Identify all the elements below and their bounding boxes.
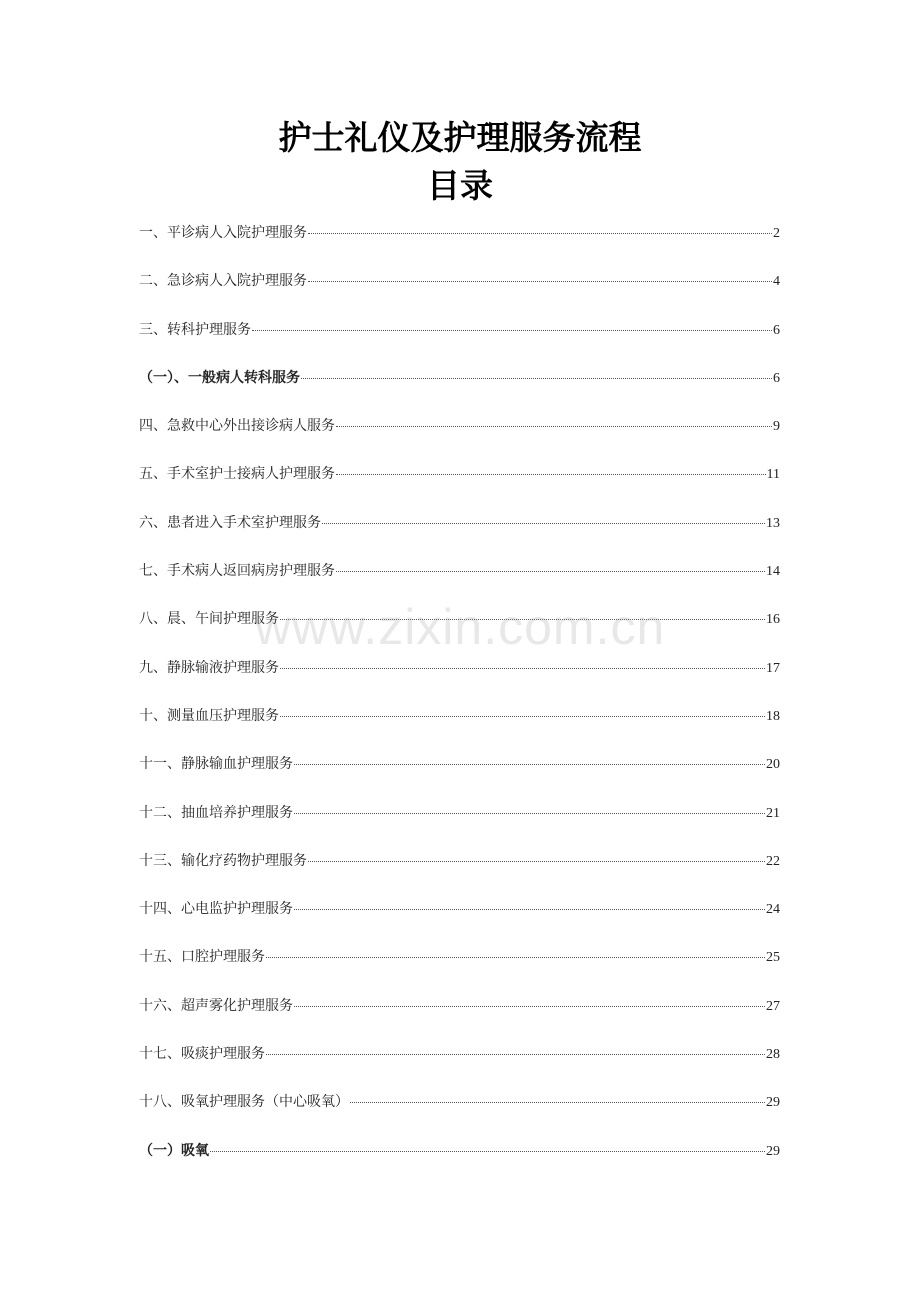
toc-entry-page-number: 27 (766, 998, 780, 1014)
toc-entry[interactable] (139, 1041, 780, 1089)
toc-dot-leader (301, 378, 772, 379)
toc-entry-label: 十三、输化疗药物护理服务 (139, 852, 307, 869)
toc-entry-label: 七、手术病人返回病房护理服务 (139, 563, 335, 580)
toc-entry[interactable] (139, 461, 780, 509)
toc-entry-page-number: 14 (766, 564, 780, 580)
toc-entry[interactable] (139, 558, 780, 606)
toc-entry[interactable] (139, 703, 780, 751)
toc-dot-leader (336, 474, 766, 475)
toc-entry-label: 十二、抽血培养护理服务 (139, 804, 293, 821)
toc-entry-label: （一）吸氧 (139, 1142, 209, 1159)
toc-entry[interactable] (139, 944, 780, 992)
toc-entry-label: 八、晨、午间护理服务 (139, 611, 279, 628)
toc-entry-label: 一、平诊病人入院护理服务 (139, 225, 307, 241)
toc-entry[interactable] (139, 413, 780, 461)
toc-entry[interactable] (139, 848, 780, 896)
toc-entry-label: 六、患者进入手术室护理服务 (139, 514, 321, 531)
toc-entry-page-number: 16 (766, 612, 780, 628)
toc-entry-page-number: 9 (773, 419, 780, 435)
toc-entry[interactable] (139, 1138, 780, 1186)
toc-entry-label: 十七、吸痰护理服务 (139, 1046, 265, 1063)
toc-entry-label: 十一、静脉输血护理服务 (139, 756, 293, 773)
toc-dot-leader (336, 571, 765, 572)
toc-dot-leader (308, 861, 765, 862)
toc-dot-leader (280, 619, 765, 620)
toc-entry-label: （一）、一般病人转科服务 (139, 369, 300, 386)
toc-entry[interactable] (139, 751, 780, 799)
toc-dot-leader (266, 957, 765, 958)
toc-entry-page-number: 29 (766, 1095, 780, 1111)
toc-entry-label: 十八、吸氧护理服务（中心吸氧） (139, 1094, 349, 1111)
toc-dot-leader (308, 233, 772, 234)
toc-dot-leader (252, 330, 772, 331)
toc-entry-page-number: 17 (766, 660, 780, 676)
toc-entry[interactable] (139, 606, 780, 654)
toc-entry[interactable] (139, 993, 780, 1041)
toc-dot-leader (266, 1054, 765, 1055)
toc-entry-label: 三、转科护理服务 (139, 321, 251, 338)
toc-entry[interactable] (139, 510, 780, 558)
toc-entry-label: 四、急救中心外出接诊病人服务 (139, 418, 335, 435)
toc-dot-leader (294, 909, 765, 910)
document-title: 护士礼仪及护理服务流程 (278, 118, 642, 157)
toc-dot-leader (280, 668, 765, 669)
toc-dot-leader (294, 813, 765, 814)
toc-entry[interactable] (139, 1089, 780, 1137)
toc-entry-label: 十五、口腔护理服务 (139, 949, 265, 966)
toc-entry[interactable] (139, 317, 780, 365)
toc-dot-leader (322, 523, 765, 524)
toc-entry-label: 十六、超声雾化护理服务 (139, 997, 293, 1014)
toc-entry[interactable] (139, 655, 780, 703)
table-of-contents (139, 220, 780, 1186)
toc-entry-page-number: 28 (766, 1047, 780, 1063)
toc-entry[interactable] (139, 896, 780, 944)
toc-entry-page-number: 2 (773, 226, 780, 241)
toc-dot-leader (308, 281, 772, 282)
watermark: www.zixin.com.cn (254, 599, 666, 655)
toc-entry-page-number: 13 (766, 515, 780, 531)
toc-entry-page-number: 22 (766, 853, 780, 869)
toc-entry[interactable] (139, 365, 780, 413)
toc-entry-page-number: 29 (766, 1143, 780, 1159)
toc-entry-page-number: 21 (766, 805, 780, 821)
toc-entry-label: 九、静脉输液护理服务 (139, 659, 279, 676)
toc-dot-leader (294, 764, 765, 765)
toc-dot-leader (280, 716, 765, 717)
toc-heading: 目录 (427, 166, 493, 205)
toc-entry-label: 十、测量血压护理服务 (139, 707, 279, 724)
toc-entry-label: 二、急诊病人入院护理服务 (139, 273, 307, 290)
toc-entry-page-number: 4 (773, 274, 780, 290)
toc-entry-page-number: 6 (773, 322, 780, 338)
toc-dot-leader (294, 1006, 765, 1007)
toc-entry-label: 十四、心电监护护理服务 (139, 901, 293, 918)
toc-entry-page-number: 18 (766, 708, 780, 724)
toc-entry-page-number: 11 (766, 467, 780, 483)
toc-entry[interactable] (139, 268, 780, 316)
toc-entry-page-number: 6 (773, 370, 780, 386)
toc-entry[interactable] (139, 220, 780, 268)
toc-entry-page-number: 25 (766, 950, 780, 966)
toc-dot-leader (210, 1151, 765, 1152)
toc-entry-page-number: 20 (766, 757, 780, 773)
toc-entry-label: 五、手术室护士接病人护理服务 (139, 466, 335, 483)
toc-dot-leader (336, 426, 772, 427)
toc-dot-leader (350, 1102, 765, 1103)
toc-entry-page-number: 24 (766, 902, 780, 918)
toc-entry[interactable] (139, 800, 780, 848)
